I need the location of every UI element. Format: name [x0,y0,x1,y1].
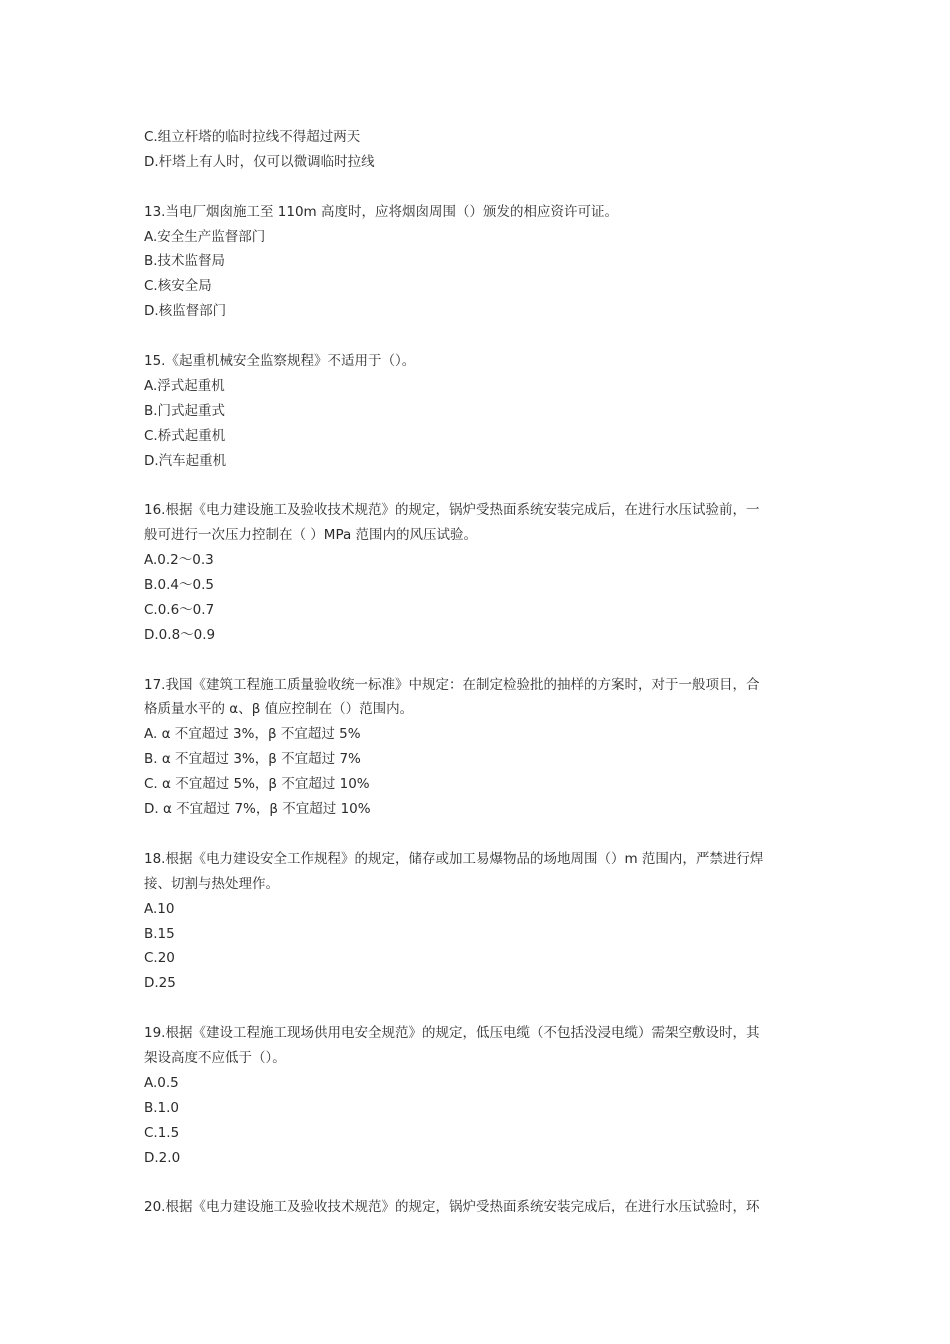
option-line: C. α 不宜超过 5%，β 不宜超过 10% [144,776,370,793]
question-text-line: 格质量水平的 α、β 值应控制在（）范围内。 [144,701,414,718]
document-page [144,125,806,1220]
option-line: B. α 不宜超过 3%，β 不宜超过 7% [144,751,361,768]
option-line: B.1.0 [144,1099,180,1116]
question-text-line: 17.我国《建筑工程施工质量验收统一标准》中规定：在制定检验批的抽样的方案时，对于一般项目，合 [144,676,760,693]
spacer [144,324,806,349]
option-line: D.0.8～0.9 [144,626,216,643]
question-block [144,673,806,822]
option-line: A.10 [144,900,175,917]
option-line: D. α 不宜超过 7%，β 不宜超过 10% [144,801,371,818]
question-block [144,847,806,996]
option-line: C.20 [144,950,175,967]
spacer [144,822,806,847]
question-block [144,349,806,473]
question-block [144,498,806,647]
option-line: A.安全生产监督部门 [144,228,266,245]
option-line: A. α 不宜超过 3%，β 不宜超过 5% [144,726,361,743]
question-block [144,200,806,324]
option-line: D.汽车起重机 [144,452,227,469]
question-text-line: 16.根据《电力建设施工及验收技术规范》的规定，锅炉受热面系统安装完成后，在进行水压试验前，一 [144,502,760,519]
option-line: C.0.6～0.7 [144,601,215,618]
option-line: C.组立杆塔的临时拉线不得超过两天 [144,129,361,145]
option-line: A.0.2～0.3 [144,552,214,569]
question-text-line: 接、切割与热处理作。 [144,875,279,892]
lead-options [144,125,806,175]
question-text: 13.当电厂烟囱施工至 110m 高度时，应将烟囱周围（）颁发的相应资许可证。 [144,203,618,220]
option-line: B.技术监督局 [144,253,226,270]
spacer [144,1170,806,1195]
question-text-line: 般可进行一次压力控制在（ ）MPa 范围内的风压试验。 [144,527,478,544]
option-line: D.杆塔上有人时，仅可以微调临时拉线 [144,153,375,170]
spacer [144,175,806,200]
option-line: C.1.5 [144,1124,180,1141]
question-text-line: 架设高度不应低于（）。 [144,1049,286,1066]
question-block [144,1195,806,1220]
option-line: B.0.4～0.5 [144,577,214,594]
question-text-line: 19.根据《建设工程施工现场供用电安全规范》的规定，低压电缆（不包括没浸电缆）需架空敷设时，其 [144,1025,760,1042]
question-text: 15.《起重机械安全监察规程》不适用于（）。 [144,353,416,370]
spacer [144,473,806,498]
option-line: D.25 [144,975,176,992]
option-line: B.门式起重式 [144,402,226,419]
option-line: B.15 [144,925,175,942]
option-line: D.核监督部门 [144,303,227,320]
option-line: A.0.5 [144,1074,179,1091]
option-line: C.桥式起重机 [144,427,226,444]
question-text-line: 20.根据《电力建设施工及验收技术规范》的规定，锅炉受热面系统安装完成后，在进行水压试验时，环 [144,1199,760,1216]
question-text-line: 18.根据《电力建设安全工作规程》的规定，储存或加工易爆物品的场地周围（）m 范围内，严禁进行焊 [144,850,764,867]
spacer [144,648,806,673]
option-line: C.核安全局 [144,278,212,295]
option-line: A.浮式起重机 [144,377,225,394]
spacer [144,996,806,1021]
option-line: D.2.0 [144,1149,181,1166]
question-block [144,1021,806,1170]
